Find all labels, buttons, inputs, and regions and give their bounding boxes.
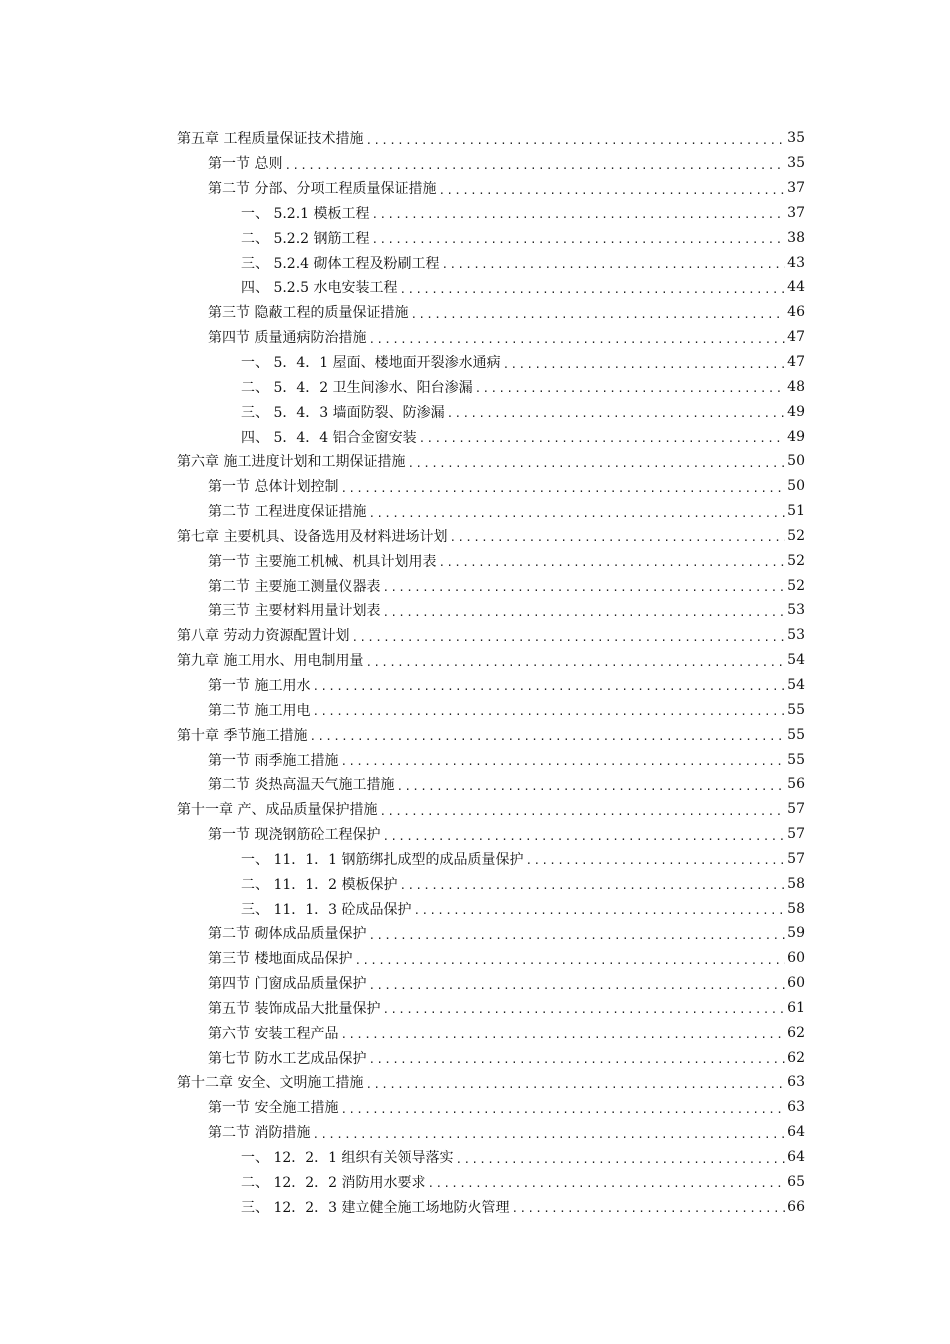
toc-entry-page-number: 62 (787, 1049, 805, 1066)
dot-leader (340, 482, 785, 495)
dot-leader (365, 1078, 785, 1091)
toc-entry-page-number: 60 (787, 950, 805, 967)
dot-leader (414, 904, 786, 917)
dot-leader (340, 1028, 785, 1041)
toc-entry-title: 一、 5．4．1 屋面、楼地面开裂渗水通病 (241, 355, 501, 372)
toc-entry-title: 第五章 工程质量保证技术措施 (177, 131, 364, 148)
toc-entry-title: 第一节 现浇钢筋砼工程保护 (208, 827, 381, 844)
toc-entry[interactable] (177, 1169, 805, 1194)
toc-entry-page-number: 38 (787, 229, 805, 246)
toc-entry-page-number: 65 (787, 1173, 805, 1190)
toc-entry-page-number: 63 (787, 1099, 805, 1116)
toc-entry-title: 第二节 炎热高温天气施工措施 (208, 777, 395, 794)
toc-entry[interactable] (177, 648, 805, 673)
toc-entry-title: 三、 11．1．3 砼成品保护 (241, 901, 412, 918)
toc-entry-page-number: 47 (787, 329, 805, 346)
toc-entry[interactable] (177, 1070, 805, 1095)
toc-entry-title: 第十二章 安全、文明施工措施 (177, 1075, 364, 1092)
toc-entry[interactable] (177, 1145, 805, 1170)
toc-entry-title: 一、 11．1．1 钢筋绑扎成型的成品质量保护 (241, 851, 524, 868)
dot-leader (365, 656, 785, 669)
toc-entry-page-number: 55 (787, 701, 805, 718)
toc-entry-title: 四、 5．4．4 铝合金窗安装 (241, 429, 417, 446)
toc-entry[interactable] (177, 176, 805, 201)
toc-entry[interactable] (177, 325, 805, 350)
toc-entry-page-number: 57 (787, 850, 805, 867)
toc-entry-page-number: 49 (787, 403, 805, 420)
toc-entry[interactable] (177, 797, 805, 822)
dot-leader (447, 407, 786, 420)
toc-entry-title: 三、 5.2.4 砌体工程及粉刷工程 (241, 255, 440, 272)
dot-leader (312, 1128, 785, 1141)
toc-entry[interactable] (177, 573, 805, 598)
toc-entry[interactable] (177, 449, 805, 474)
toc-entry-page-number: 48 (787, 378, 805, 395)
toc-entry-title: 第十章 季节施工措施 (177, 727, 308, 744)
dot-leader (382, 830, 785, 843)
dot-leader (410, 308, 785, 321)
toc-entry-page-number: 52 (787, 552, 805, 569)
toc-entry-title: 第四节 门窗成品质量保护 (208, 976, 367, 993)
dot-leader (400, 283, 786, 296)
toc-entry-title: 第三节 隐蔽工程的质量保证措施 (208, 305, 409, 322)
toc-entry[interactable] (177, 1095, 805, 1120)
dot-leader (475, 382, 786, 395)
toc-entry-page-number: 46 (787, 304, 805, 321)
toc-entry-page-number: 54 (787, 676, 805, 693)
dot-leader (368, 979, 785, 992)
toc-entry-page-number: 50 (787, 478, 805, 495)
dot-leader (382, 581, 785, 594)
toc-entry[interactable] (177, 201, 805, 226)
toc-entry-page-number: 52 (787, 527, 805, 544)
toc-entry[interactable] (177, 921, 805, 946)
dot-leader (368, 1053, 785, 1066)
toc-entry[interactable] (177, 896, 805, 921)
toc-entry-page-number: 35 (787, 155, 805, 172)
toc-entry-page-number: 37 (787, 180, 805, 197)
toc-entry[interactable] (177, 300, 805, 325)
toc-entry-title: 一、 12．2．1 组织有关领导落实 (241, 1150, 454, 1167)
dot-leader (449, 531, 785, 544)
dot-leader (428, 1177, 786, 1190)
toc-entry-title: 第二节 消防措施 (208, 1125, 311, 1142)
toc-entry-title: 第六章 施工进度计划和工期保证措施 (177, 454, 406, 471)
toc-entry-title: 第四节 质量通病防治措施 (208, 330, 367, 347)
toc-entry-page-number: 57 (787, 801, 805, 818)
toc-entry[interactable] (177, 524, 805, 549)
toc-entry-title: 三、 5．4．3 墙面防裂、防渗漏 (241, 404, 445, 421)
toc-entry[interactable] (177, 971, 805, 996)
toc-entry[interactable] (177, 697, 805, 722)
dot-leader (526, 854, 786, 867)
toc-entry[interactable] (177, 250, 805, 275)
dot-leader (368, 929, 785, 942)
toc-entry[interactable] (177, 822, 805, 847)
toc-entry-page-number: 57 (787, 826, 805, 843)
table-of-contents (177, 126, 805, 1219)
dot-leader (365, 134, 785, 147)
toc-entry[interactable] (177, 374, 805, 399)
toc-entry-title: 第九章 施工用水、用电制用量 (177, 653, 364, 670)
toc-entry[interactable] (177, 474, 805, 499)
toc-entry-title: 第八章 劳动力资源配置计划 (177, 628, 350, 645)
toc-entry-page-number: 55 (787, 726, 805, 743)
toc-entry-title: 第七节 防水工艺成品保护 (208, 1050, 367, 1067)
toc-entry[interactable] (177, 548, 805, 573)
toc-entry[interactable] (177, 1194, 805, 1219)
toc-entry-title: 第二节 砌体成品质量保护 (208, 926, 367, 943)
dot-leader (368, 507, 785, 520)
toc-entry-page-number: 52 (787, 577, 805, 594)
toc-entry-title: 第二节 主要施工测量仪器表 (208, 578, 381, 595)
dot-leader (438, 184, 785, 197)
toc-entry-page-number: 62 (787, 1024, 805, 1041)
dot-leader (382, 606, 785, 619)
dot-leader (312, 680, 785, 693)
toc-entry[interactable] (177, 598, 805, 623)
toc-entry[interactable] (177, 871, 805, 896)
toc-entry[interactable] (177, 225, 805, 250)
toc-entry[interactable] (177, 747, 805, 772)
toc-entry-page-number: 64 (787, 1149, 805, 1166)
dot-leader (340, 1103, 785, 1116)
toc-entry-title: 第二节 工程进度保证措施 (208, 504, 367, 521)
toc-entry[interactable] (177, 275, 805, 300)
toc-entry-page-number: 55 (787, 751, 805, 768)
toc-entry-page-number: 43 (787, 254, 805, 271)
toc-entry-title: 第二节 施工用电 (208, 702, 311, 719)
dot-leader (512, 1202, 786, 1215)
toc-entry[interactable] (177, 399, 805, 424)
toc-entry-page-number: 64 (787, 1124, 805, 1141)
dot-leader (419, 432, 786, 445)
dot-leader (442, 258, 786, 271)
toc-entry-title: 二、 5．4．2 卫生间渗水、阳台渗漏 (241, 379, 473, 396)
dot-leader (456, 1153, 786, 1166)
toc-entry-title: 第一节 施工用水 (208, 677, 311, 694)
toc-entry-title: 第一节 主要施工机械、机具计划用表 (208, 553, 437, 570)
toc-entry-title: 三、 12．2．3 建立健全施工场地防火管理 (241, 1199, 510, 1216)
dot-leader (372, 208, 786, 221)
toc-entry-page-number: 58 (787, 900, 805, 917)
dot-leader (312, 705, 785, 718)
dot-leader (309, 730, 785, 743)
toc-entry[interactable] (177, 350, 805, 375)
dot-leader (382, 1003, 785, 1016)
toc-entry-title: 二、 5.2.2 钢筋工程 (241, 230, 370, 247)
toc-entry[interactable] (177, 1045, 805, 1070)
toc-entry-page-number: 44 (787, 279, 805, 296)
toc-entry-title: 二、 11．1．2 模板保护 (241, 876, 398, 893)
toc-entry-page-number: 47 (787, 354, 805, 371)
dot-leader (372, 233, 786, 246)
dot-leader (438, 556, 785, 569)
toc-entry-page-number: 49 (787, 428, 805, 445)
dot-leader (284, 159, 785, 172)
toc-entry[interactable] (177, 673, 805, 698)
toc-entry-page-number: 59 (787, 925, 805, 942)
toc-entry[interactable] (177, 722, 805, 747)
toc-entry-page-number: 58 (787, 875, 805, 892)
dot-leader (351, 631, 785, 644)
toc-entry[interactable] (177, 772, 805, 797)
toc-entry-title: 第一节 安全施工措施 (208, 1100, 339, 1117)
toc-entry[interactable] (177, 996, 805, 1021)
toc-entry-page-number: 53 (787, 602, 805, 619)
toc-entry-page-number: 51 (787, 503, 805, 520)
toc-entry-title: 四、 5.2.5 水电安装工程 (241, 280, 398, 297)
toc-entry-page-number: 53 (787, 627, 805, 644)
toc-entry[interactable] (177, 1020, 805, 1045)
toc-entry-title: 第七章 主要机具、设备选用及材料进场计划 (177, 528, 448, 545)
dot-leader (340, 755, 785, 768)
toc-entry[interactable] (177, 424, 805, 449)
toc-entry[interactable] (177, 846, 805, 871)
toc-entry-title: 一、 5.2.1 模板工程 (241, 205, 370, 222)
toc-entry[interactable] (177, 151, 805, 176)
toc-entry-title: 第三节 主要材料用量计划表 (208, 603, 381, 620)
toc-entry[interactable] (177, 499, 805, 524)
toc-entry-title: 第十一章 产、成品质量保护措施 (177, 802, 378, 819)
toc-entry-page-number: 54 (787, 652, 805, 669)
toc-entry-title: 第一节 总则 (208, 156, 283, 173)
toc-entry-title: 第一节 雨季施工措施 (208, 752, 339, 769)
toc-entry-page-number: 61 (787, 999, 805, 1016)
dot-leader (379, 805, 785, 818)
toc-entry-title: 第五节 装饰成品大批量保护 (208, 1000, 381, 1017)
toc-entry-page-number: 60 (787, 975, 805, 992)
toc-entry[interactable] (177, 623, 805, 648)
dot-leader (354, 954, 785, 967)
toc-entry-page-number: 56 (787, 776, 805, 793)
toc-entry[interactable] (177, 126, 805, 151)
toc-entry-page-number: 37 (787, 204, 805, 221)
dot-leader (396, 780, 785, 793)
toc-entry[interactable] (177, 1120, 805, 1145)
toc-entry[interactable] (177, 946, 805, 971)
toc-entry-page-number: 66 (787, 1198, 805, 1215)
toc-entry-title: 第一节 总体计划控制 (208, 479, 339, 496)
dot-leader (368, 333, 785, 346)
toc-entry-title: 第二节 分部、分项工程质量保证措施 (208, 181, 437, 198)
toc-entry-title: 第三节 楼地面成品保护 (208, 951, 353, 968)
dot-leader (503, 358, 786, 371)
toc-entry-title: 第六节 安装工程产品 (208, 1025, 339, 1042)
dot-leader (400, 879, 786, 892)
toc-entry-page-number: 63 (787, 1074, 805, 1091)
toc-entry-page-number: 50 (787, 453, 805, 470)
dot-leader (407, 457, 785, 470)
toc-entry-page-number: 35 (787, 130, 805, 147)
toc-entry-title: 二、 12．2．2 消防用水要求 (241, 1174, 426, 1191)
